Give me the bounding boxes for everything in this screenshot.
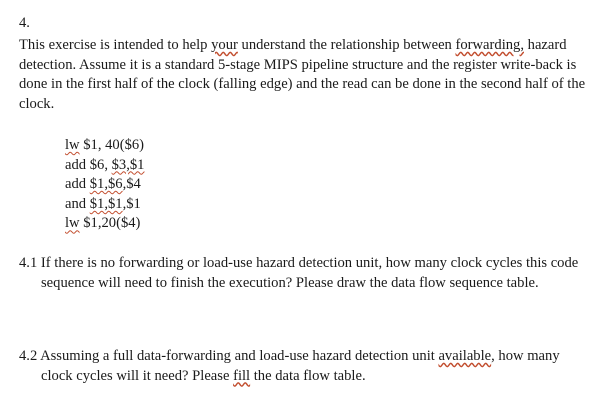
q2-word-available: available (438, 348, 492, 364)
intro-word-forwarding: forwarding, (455, 37, 524, 53)
code-line-2 (65, 156, 144, 176)
code-block (65, 136, 144, 234)
code-line-3 (65, 175, 144, 195)
opcode: lw (65, 137, 80, 153)
opcode: and (65, 195, 87, 212)
q2-text-3: the data flow table. (250, 367, 366, 384)
question-4-2 (19, 347, 589, 386)
operands: $1,20($4) (79, 215, 141, 232)
code-line-4 (65, 195, 144, 215)
q2-word-fill: fill (233, 367, 251, 384)
operands-tail: ,$1 (122, 195, 141, 212)
question-4-1: 4.1 If there is no forwarding or load-use hazard detection unit, how many clock cycles this code sequence will need to finish the execution? Please draw the data flow sequence table. (19, 255, 579, 291)
opcode: add (65, 156, 87, 173)
intro-text-3: hazard detection. Assume it is a standard 5-stage MIPS pipeline structure and the register write-back is done in the first half of the clock (falling edge) and the read can be done in the second half of the clock. (19, 37, 586, 112)
operands-flagged: $1,$1 (89, 195, 123, 212)
opcode: add (65, 176, 87, 193)
code-line-1 (65, 136, 144, 156)
q2-text-2: , how many clock cycles will it need? Please (41, 348, 560, 384)
operands: $1, 40($6) (79, 137, 145, 153)
code-line-5 (65, 214, 144, 234)
operands-flagged: $1,$6 (89, 176, 123, 193)
operands-flagged: $3,$1 (111, 156, 145, 173)
exercise-intro-paragraph (19, 36, 604, 114)
exercise-number: 4. (19, 15, 30, 31)
intro-text-2: understand the relationship between (237, 37, 456, 53)
opcode: lw (65, 215, 80, 232)
intro-text-1: This exercise is intended to help (19, 37, 212, 53)
operands: $6, (86, 156, 112, 173)
q2-text-1: 4.2 Assuming a full data-forwarding and load-use hazard detection unit (19, 348, 439, 364)
intro-word-your: your (211, 37, 238, 53)
operands-tail: ,$4 (122, 176, 141, 193)
